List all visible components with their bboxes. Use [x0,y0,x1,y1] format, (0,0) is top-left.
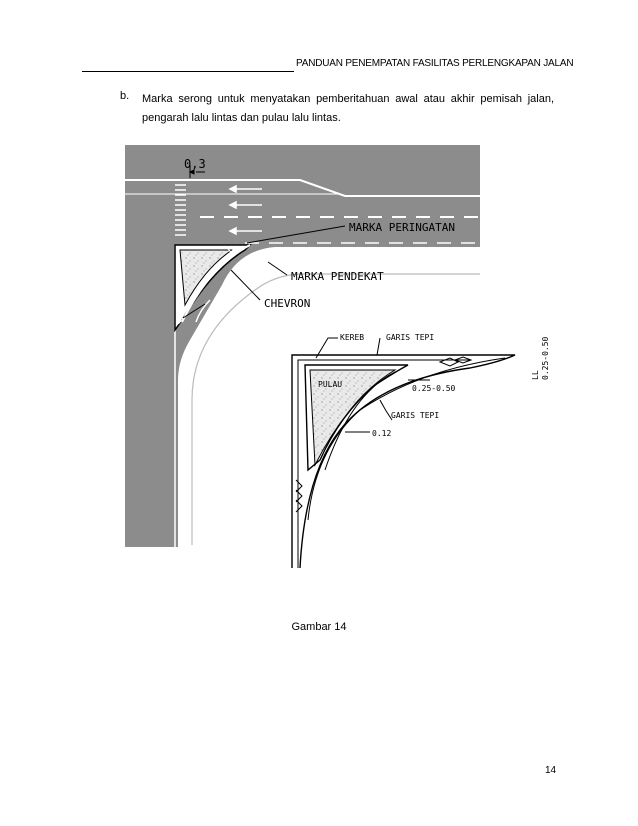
detail-drawing [280,330,515,568]
label-dimension-right: 0.25-0.50 [412,384,456,393]
label-vertical-dimension: 0.25-0.50 [541,336,550,380]
dimension-label: 0,3 [184,157,206,171]
figure-caption: Gambar 14 [291,621,347,633]
paragraph: Marka serong untuk menyatakan pemberitahuan awal atau akhir pemisah jalan, pengarah lalu lintas dan pulau lalu lintas. [142,93,554,124]
list-marker: b. [120,90,130,102]
page-number: 14 [545,765,557,776]
label-kereb: KEREB [340,333,365,342]
label-chevron: CHEVRON [264,297,311,310]
label-marka-peringatan: MARKA PERINGATAN [349,221,455,234]
label-vertical-ll: LL [531,370,540,380]
label-marka-pendekat: MARKA PENDEKAT [291,270,384,283]
label-pulau: PULAU [318,380,343,389]
label-garis-tepi-curve: GARIS TEPI [391,411,440,420]
label-dimension-012: 0.12 [372,429,392,438]
label-garis-tepi-top: GARIS TEPI [386,333,435,342]
page-header: PANDUAN PENEMPATAN FASILITAS PERLENGKAPAN JALAN [296,58,574,69]
